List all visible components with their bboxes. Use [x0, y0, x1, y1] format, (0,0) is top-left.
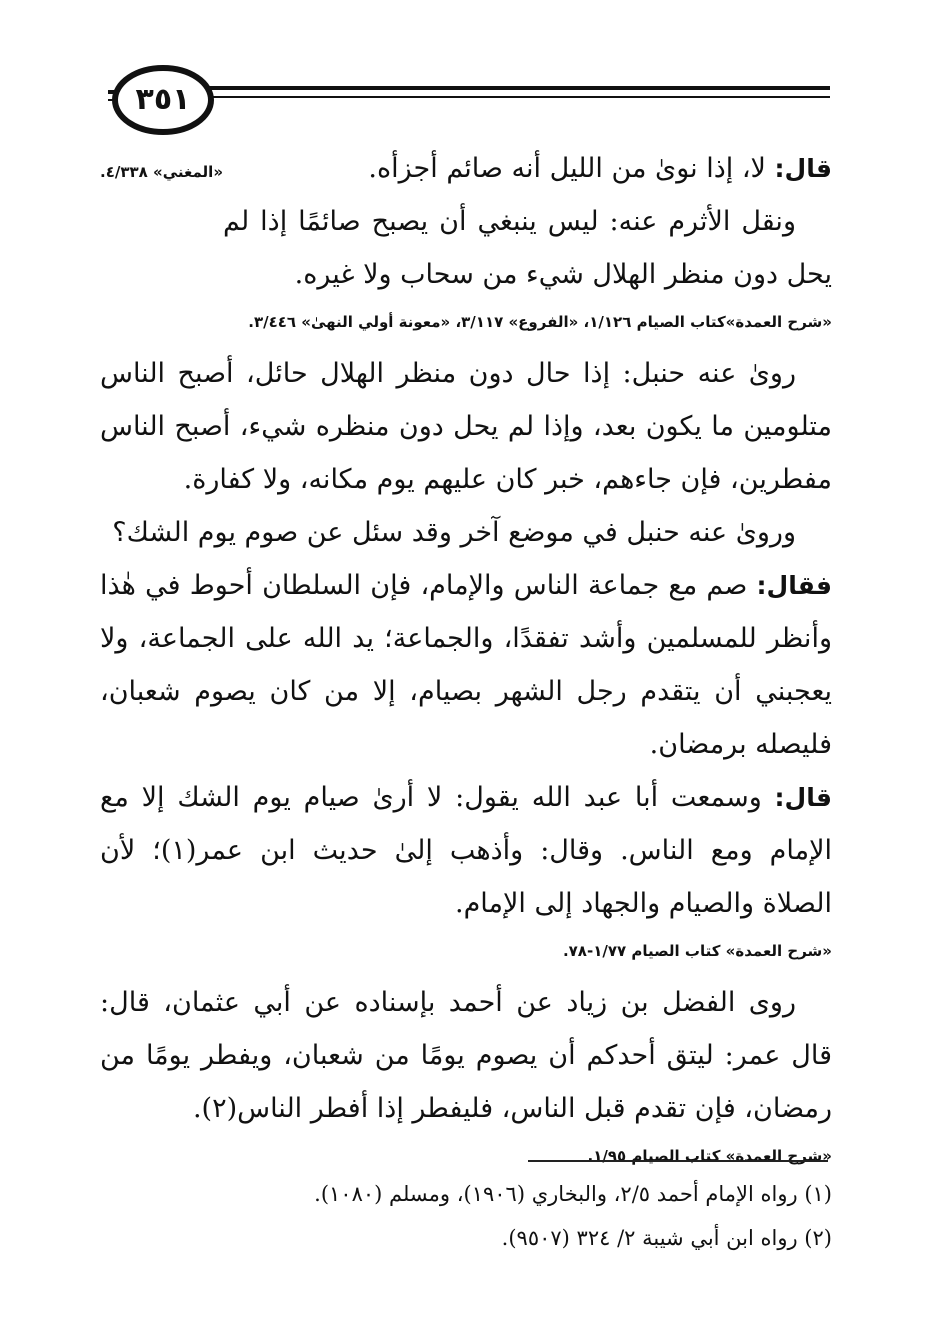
paragraph-4: ورویٰ عنه حنبل في موضع آخر وقد سئل عن صوم يوم الشك؟ — [112, 517, 796, 548]
paragraph-6 — [100, 771, 832, 930]
page-number: ٣٥١ — [135, 82, 191, 117]
footnote-divider — [528, 1160, 828, 1162]
page-body — [100, 142, 832, 1181]
speaker-label: قال: — [774, 783, 832, 812]
source-citation: «شرح العمدة»كتاب الصيام ١/١٢٦، «الفروع» ٣/١١٧، «معونة أولي النهىٰ» ٣/٤٤٦. — [248, 313, 832, 331]
footnotes — [100, 1172, 832, 1260]
footnote-1: (١) رواه الإمام أحمد ٢/٥، والبخاري (١٩٠٦)، ومسلم (١٠٨٠). — [314, 1182, 832, 1206]
paragraph-5 — [100, 559, 832, 771]
paragraph-1 — [100, 142, 832, 195]
paragraph-3: روىٰ عنه حنبل: إذا حال دون منظر الهلال حائل، أصبح الناس متلومين ما يكون بعد، وإذا لم يحل دون منظره شيء، أصبح الناس مفطرين، فإن جاءهم، خبر كان عليهم يوم مكانه، ولا كفارة. — [100, 358, 832, 495]
paragraph-2: ونقل الأثرم عنه: ليس ينبغي أن يصبح صائمًا إذا لم يحل دون منظر الهلال شيء من سحاب ولا غيره. — [223, 206, 832, 290]
paragraph-text: صم مع جماعة الناس والإمام، فإن السلطان أحوط في هٰذا وأنظر للمسلمين وأشد تفقدًا، والجماعة؛ يد الله على الجماعة، ولا يعجبني أن يتقدم رجل الشهر بصيام، إلا من كان يصوم شعبان، فليصله برمضان. — [100, 570, 832, 760]
source-citation: «شرح العمدة» كتاب الصيام ١/٩٥. — [587, 1147, 832, 1165]
paragraph-text: لا، إذا نوىٰ من الليل أنه صائم أجزأه. — [368, 153, 775, 184]
page-header — [0, 56, 938, 136]
paragraph-7: روى الفضل بن زياد عن أحمد بإسناده عن أبي عثمان، قال: قال عمر: ليتق أحدكم أن يصوم يومًا من شعبان، ويفطر يومًا من رمضان، فإن تقدم قبل الناس، فليفطر إذا أفطر الناس(٢). — [100, 987, 832, 1124]
source-citation: «شرح العمدة» كتاب الصيام ١/٧٧-٧٨. — [562, 942, 832, 960]
paragraph-text: وسمعت أبا عبد الله يقول: لا أرىٰ صيام يوم الشك إلا مع الإمام ومع الناس. وقال: وأذهب إلىٰ حديث ابن عمر(١)؛ لأن الصلاة والصيام والجهاد إلى الإمام. — [100, 782, 832, 919]
speaker-label: قال: — [774, 154, 832, 183]
source-citation: «المغني» ٤/٣٣٨. — [100, 163, 224, 181]
footnote-2: (٢) رواه ابن أبي شيبة ٢/ ٣٢٤ (٩٥٠٧). — [501, 1226, 832, 1250]
speaker-label: فقال: — [756, 571, 832, 600]
